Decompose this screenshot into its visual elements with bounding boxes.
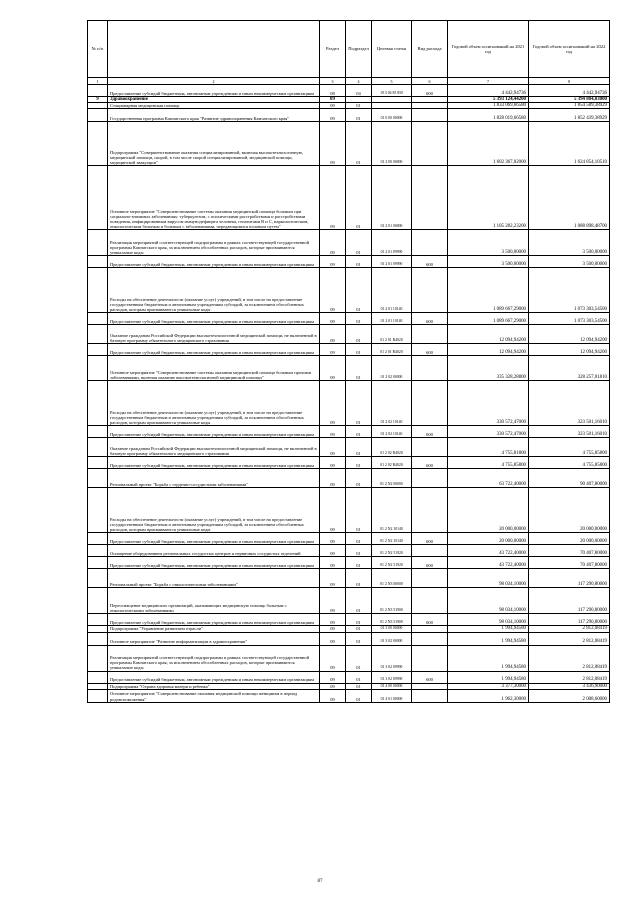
row-subsection-cell: 01 [346, 645, 372, 671]
row-expense-type-cell [412, 569, 448, 588]
row-subsection-cell: 01 [346, 325, 372, 344]
row-subsection-cell: 01 [346, 268, 372, 313]
row-number-cell [88, 689, 108, 702]
row-amount-2021-cell: 12 094,94200 [448, 344, 529, 356]
row-amount-2021-cell: 330 572,47000 [448, 426, 529, 438]
column-index-cell: 1 [88, 78, 108, 85]
row-name-cell: Предоставление субсидий бюджетным, автономным учреждениям и иным некоммерческим организациям [108, 614, 320, 626]
row-subsection-cell: 01 [346, 469, 372, 488]
table-row [88, 545, 610, 557]
row-section-cell: 09 [320, 689, 346, 702]
row-amount-2022-cell: 1 854 589,38929 [529, 103, 610, 109]
row-target-article-cell: 01 2 N2 51920 [372, 545, 412, 557]
row-amount-2022-cell: 4 755,85800 [529, 438, 610, 457]
row-amount-2021-cell: 98 034,10000 [448, 614, 529, 626]
row-number-cell [88, 426, 108, 438]
row-number-cell [88, 645, 108, 671]
row-expense-type-cell: 600 [412, 256, 448, 268]
row-subsection-cell: 01 [346, 689, 372, 702]
row-amount-2021-cell: 330 572,47000 [448, 381, 529, 426]
row-name-cell: Реализация мероприятий соответствующей подпрограммы в рамках соответствующей государственной программы Камчатского края, за исключением обособленных расходов, которые присваиваются уникальные коды [108, 230, 320, 256]
row-section-cell: 09 [320, 230, 346, 256]
row-amount-2021-cell: 1 602 367,02000 [448, 122, 529, 166]
row-number-cell [88, 533, 108, 545]
row-name-cell: Предоставление субсидий бюджетным, автономным учреждениям и иным некоммерческим организациям [108, 533, 320, 545]
table-row [88, 85, 610, 97]
row-target-article-cell: 01 2 00 00000 [372, 122, 412, 166]
row-subsection-cell: 01 [346, 109, 372, 122]
row-expense-type-cell [412, 325, 448, 344]
row-name-cell: Оказание гражданам Российской Федерации высокотехнологичной медицинской помощи, не включенной в базовую программу обязательного медицинского страхования [108, 438, 320, 457]
row-target-article-cell: 01 2 01 R4020 [372, 325, 412, 344]
row-target-article-cell: 01 2 N2 10140 [372, 488, 412, 533]
row-amount-2021-cell: 63 722,40000 [448, 469, 529, 488]
row-number-cell [88, 488, 108, 533]
column-index-cell: 2 [108, 78, 320, 85]
row-section-cell: 09 [320, 469, 346, 488]
row-amount-2022-cell: 2 812,08419 [529, 626, 610, 632]
row-section-cell: 09 [320, 109, 346, 122]
row-number-cell [88, 457, 108, 469]
row-amount-2022-cell: 70 407,80000 [529, 545, 610, 557]
row-amount-2022-cell: 12 094,94200 [529, 325, 610, 344]
table-row [88, 569, 610, 588]
row-subsection-cell: 01 [346, 356, 372, 381]
row-amount-2021-cell: 1 089 667,29000 [448, 313, 529, 325]
row-section-cell: 09 [320, 256, 346, 268]
row-expense-type-cell [412, 268, 448, 313]
row-target-article-cell: 01 3 02 09990 [372, 671, 412, 683]
row-name-cell: Основное мероприятие "Совершенствование системы оказания медицинской помощи больным прочими заболеваниями, включая оказание высокотехнологичной медицинской помощи" [108, 356, 320, 381]
row-number-cell [88, 569, 108, 588]
row-name-cell: Здравоохранение [108, 97, 320, 103]
row-number-cell [88, 588, 108, 614]
row-amount-2022-cell: 323 501,16010 [529, 381, 610, 426]
row-amount-2021-cell: 12 094,94200 [448, 325, 529, 344]
col-name-header [108, 21, 320, 78]
row-section-cell: 09 [320, 103, 346, 109]
row-expense-type-cell: 600 [412, 457, 448, 469]
row-amount-2022-cell: 1 073 303,54500 [529, 268, 610, 313]
row-number-cell [88, 344, 108, 356]
row-expense-type-cell: 600 [412, 313, 448, 325]
page-number: 87 [317, 879, 323, 884]
table-row [88, 557, 610, 569]
table-row [88, 488, 610, 533]
row-target-article-cell: 01 2 N2 51920 [372, 557, 412, 569]
row-amount-2022-cell: 117 290,80000 [529, 588, 610, 614]
row-subsection-cell: 01 [346, 614, 372, 626]
row-amount-2021-cell: 1 994,94580 [448, 632, 529, 645]
row-number-cell [88, 85, 108, 97]
row-section-cell: 09 [320, 545, 346, 557]
row-target-article-cell: 01 2 N2 00000 [372, 469, 412, 488]
table-row [88, 256, 610, 268]
row-number-cell [88, 230, 108, 256]
row-number-cell [88, 109, 108, 122]
row-section-cell: 09 [320, 569, 346, 588]
row-expense-type-cell [412, 545, 448, 557]
row-section-cell: 09 [320, 268, 346, 313]
row-target-article-cell: 01 2 01 10140 [372, 268, 412, 313]
row-subsection-cell: 01 [346, 313, 372, 325]
row-amount-2022-cell: 1 852 439,38929 [529, 109, 610, 122]
row-amount-2022-cell: 12 094,94200 [529, 344, 610, 356]
row-section-cell: 09 [320, 344, 346, 356]
row-amount-2021-cell: 1 994,94580 [448, 671, 529, 683]
row-amount-2022-cell: 20 000,00000 [529, 533, 610, 545]
row-number-cell [88, 632, 108, 645]
row-subsection-cell: 01 [346, 569, 372, 588]
row-amount-2022-cell: 117 290,80000 [529, 614, 610, 626]
row-target-article-cell: 19 3 04 85 850 [372, 85, 412, 97]
row-section-cell: 09 [320, 381, 346, 426]
row-amount-2022-cell: 70 407,80000 [529, 557, 610, 569]
row-subsection-cell: 01 [346, 426, 372, 438]
row-amount-2021-cell: 335 328,28800 [448, 356, 529, 381]
row-expense-type-cell [412, 438, 448, 457]
row-expense-type-cell [412, 689, 448, 702]
row-number-cell [88, 325, 108, 344]
col-subsection-header: Подраздел [346, 21, 372, 78]
row-number-cell [88, 438, 108, 457]
row-amount-2022-cell: 117 290,80000 [529, 569, 610, 588]
table-row [88, 381, 610, 426]
row-section-cell: 09 [320, 313, 346, 325]
table-row [88, 632, 610, 645]
row-amount-2022-cell: 2 812,08419 [529, 645, 610, 671]
row-target-article-cell: 01 4 01 00000 [372, 689, 412, 702]
row-subsection-cell: 04 [346, 85, 372, 97]
row-name-cell: Предоставление субсидий бюджетным, автономным учреждениям и иным некоммерческим организациям [108, 313, 320, 325]
row-amount-2022-cell: 2 812,08419 [529, 632, 610, 645]
row-subsection-cell: 01 [346, 626, 372, 632]
row-name-cell: Основное мероприятие "Совершенствование системы оказания медицинской помощи больным при социально-значимых заболеваниях: туберкулезом, с психическими расстройствами и расстройствами поведения, инфицированным вирусом иммунодефицита человека, гепатитами В и С, наркологическим, онкологическим больным и больным с заболеваниями, передающимися половым путем" [108, 166, 320, 230]
row-expense-type-cell: 600 [412, 557, 448, 569]
col-expense-type-header: Вид расхода [412, 21, 448, 78]
row-target-article-cell: 01 2 N2 10140 [372, 533, 412, 545]
row-amount-2021-cell: 4 755,85800 [448, 457, 529, 469]
table-row [88, 614, 610, 626]
table-row [88, 689, 610, 702]
row-amount-2022-cell: 328 257,01810 [529, 356, 610, 381]
row-number-cell [88, 469, 108, 488]
row-name-cell: Расходы на обеспечение деятельности (оказание услуг) учреждений, в том числе на предоставление государственным бюджетным и автономным учреждениям субсидий, за исключением обособленных расходов, которым присваиваются уникальные коды [108, 488, 320, 533]
table-row [88, 588, 610, 614]
row-section-cell: 09 [320, 438, 346, 457]
row-section-cell: 09 [320, 557, 346, 569]
row-target-article-cell: 01 0 00 00000 [372, 109, 412, 122]
row-section-cell: 09 [320, 122, 346, 166]
row-expense-type-cell [412, 588, 448, 614]
row-amount-2021-cell: 1 828 019,66580 [448, 109, 529, 122]
row-subsection-cell: 01 [346, 557, 372, 569]
row-amount-2021-cell: 98 034,10000 [448, 569, 529, 588]
row-expense-type-cell [412, 381, 448, 426]
row-section-cell: 09 [320, 488, 346, 533]
row-amount-2021-cell: 1 089 667,29000 [448, 268, 529, 313]
row-amount-2021-cell: 43 722,40000 [448, 545, 529, 557]
row-subsection-cell: 01 [346, 632, 372, 645]
row-amount-2022-cell: 3 500,00000 [529, 256, 610, 268]
row-number-cell [88, 545, 108, 557]
table-row [88, 671, 610, 683]
table-row [88, 457, 610, 469]
row-name-cell: Оснащение оборудованием региональных сосудистых центров и первичных сосудистых отделений [108, 545, 320, 557]
row-amount-2021-cell: 1 833 069,66580 [448, 103, 529, 109]
row-subsection-cell: 01 [346, 438, 372, 457]
row-expense-type-cell [412, 122, 448, 166]
row-section-cell: 09 [320, 626, 346, 632]
table-row [88, 533, 610, 545]
row-section-cell: 09 [320, 533, 346, 545]
row-amount-2021-cell: 1 105 282,23200 [448, 166, 529, 230]
row-name-cell: Предоставление субсидий бюджетным, автономным учреждениям и иным некоммерческим организациям [108, 85, 320, 97]
row-section-cell: 09 [320, 426, 346, 438]
row-target-article-cell: 01 2 02 00000 [372, 356, 412, 381]
row-expense-type-cell: 600 [412, 426, 448, 438]
row-expense-type-cell [412, 632, 448, 645]
column-index-row [88, 78, 610, 85]
row-amount-2022-cell: 2 812,08419 [529, 671, 610, 683]
row-section-cell: 09 [320, 614, 346, 626]
row-name-cell: Расходы на обеспечение деятельности (оказание услуг) учреждений, в том числе на предоставление государственным бюджетным и автономным учреждениям субсидий, за исключением обособленных расходов, которым присваиваются уникальные коды [108, 268, 320, 313]
row-amount-2022-cell: 1 073 303,54500 [529, 313, 610, 325]
row-subsection-cell: 01 [346, 381, 372, 426]
row-amount-2021-cell: 4 755,81800 [448, 438, 529, 457]
row-subsection-cell: 01 [346, 457, 372, 469]
row-name-cell: Предоставление субсидий бюджетным, автономным учреждениям и иным некоммерческим организациям [108, 426, 320, 438]
row-section-cell: 09 [320, 325, 346, 344]
row-subsection-cell: 01 [346, 230, 372, 256]
row-amount-2022-cell: 1 088 898,48700 [529, 166, 610, 230]
row-section-cell: 09 [320, 632, 346, 645]
row-number-cell: 9 [88, 97, 108, 103]
row-section-cell: 09 [320, 97, 346, 103]
column-index-cell: 7 [448, 78, 529, 85]
col-section-header: Раздел [320, 21, 346, 78]
row-expense-type-cell: 600 [412, 671, 448, 683]
budget-document [87, 20, 609, 703]
row-target-article-cell: 01 2 02 R4020 [372, 457, 412, 469]
row-section-cell: 09 [320, 166, 346, 230]
row-subsection-cell: 01 [346, 103, 372, 109]
row-name-cell: Предоставление субсидий бюджетным, автономным учреждениям и иным некоммерческим организациям [108, 344, 320, 356]
table-row [88, 230, 610, 256]
row-section-cell: 09 [320, 356, 346, 381]
row-amount-2022-cell: 3 500,00000 [529, 230, 610, 256]
row-name-cell: Переоснащение медицинских организаций, оказывающих медицинскую помощь больным с онкологическими заболеваниями [108, 588, 320, 614]
table-row [88, 122, 610, 166]
row-number-cell [88, 268, 108, 313]
col-2021-header: Годовой объем ассигнований на 2021 год [448, 21, 529, 78]
row-target-article-cell: 01 2 N3 00000 [372, 569, 412, 588]
row-amount-2021-cell: 1 994,94580 [448, 626, 529, 632]
row-name-cell: Основное мероприятие "Развитие информатизации в здравоохранении" [108, 632, 320, 645]
row-name-cell: Расходы на обеспечение деятельности (оказание услуг) учреждений, в том числе на предоставление государственным бюджетным и автономным учреждениям субсидий, за исключением обособленных расходов, которым присваиваются уникальные коды [108, 381, 320, 426]
row-amount-2022-cell: 4 442,94736 [529, 85, 610, 97]
row-target-article-cell: 01 2 N3 51900 [372, 588, 412, 614]
row-amount-2022-cell: 4 755,85800 [529, 457, 610, 469]
row-number-cell [88, 671, 108, 683]
row-amount-2021-cell: 3 377,30000 [448, 683, 529, 689]
row-subsection-cell: 01 [346, 588, 372, 614]
row-number-cell [88, 166, 108, 230]
row-subsection-cell: 01 [346, 122, 372, 166]
row-subsection-cell: 01 [346, 256, 372, 268]
row-target-article-cell: 01 2 01 00000 [372, 166, 412, 230]
row-subsection-cell: 01 [346, 344, 372, 356]
row-name-cell: Предоставление субсидий бюджетным, автономным учреждениям и иным некоммерческим организациям [108, 671, 320, 683]
col-target-article-header: Целевая статья [372, 21, 412, 78]
table-row [88, 356, 610, 381]
row-target-article-cell: 01 3 02 00000 [372, 632, 412, 645]
row-amount-2022-cell: 3 436,90000 [529, 683, 610, 689]
row-name-cell: Предоставление субсидий бюджетным, автономным учреждениям и иным некоммерческим организациям [108, 557, 320, 569]
row-target-article-cell: 01 2 01 R4020 [372, 344, 412, 356]
row-amount-2021-cell: 20 000,00000 [448, 533, 529, 545]
row-name-cell: Предоставление субсидий бюджетным, автономным учреждениям и иным некоммерческим организациям [108, 256, 320, 268]
row-expense-type-cell [412, 488, 448, 533]
row-amount-2021-cell: 43 722,40000 [448, 557, 529, 569]
row-amount-2021-cell: 98 034,10000 [448, 588, 529, 614]
table-body [88, 85, 610, 703]
table-row [88, 325, 610, 344]
column-index-cell: 6 [412, 78, 448, 85]
row-target-article-cell: 01 3 02 09990 [372, 645, 412, 671]
row-target-article-cell: 01 3 00 00000 [372, 626, 412, 632]
row-section-cell: 09 [320, 683, 346, 689]
row-name-cell: Оказание гражданам Российской Федерации высокотехнологичной медицинской помощи, не включенной в базовую программу обязательного медицинского страхования [108, 325, 320, 344]
row-name-cell: Региональный проект "Борьба с сердечно-сосудистыми заболеваниями" [108, 469, 320, 488]
row-amount-2022-cell: 2 008,60000 [529, 689, 610, 702]
row-number-cell [88, 122, 108, 166]
row-section-cell: 09 [320, 588, 346, 614]
row-amount-2022-cell: 323 501,16010 [529, 426, 610, 438]
row-subsection-cell: 01 [346, 545, 372, 557]
row-target-article-cell: 01 2 01 10140 [372, 313, 412, 325]
row-expense-type-cell: 600 [412, 533, 448, 545]
row-subsection-cell: 01 [346, 533, 372, 545]
row-amount-2022-cell: 20 000,00000 [529, 488, 610, 533]
row-amount-2021-cell: 1 962,30000 [448, 689, 529, 702]
row-name-cell: Подпрограмма "Совершенствование оказания специализированной, включая высокотехнологичную, медицинской помощи, скорой, в том числе скорой специализированной, медицинской помощи, медицинской эвакуации" [108, 122, 320, 166]
row-section-cell: 09 [320, 457, 346, 469]
row-expense-type-cell: 600 [412, 344, 448, 356]
row-amount-2022-cell: 5 394 804,03000 [529, 97, 610, 103]
row-name-cell: Подпрограмма "Охрана здоровья матери и ребенка" [108, 683, 320, 689]
table-row [88, 268, 610, 313]
row-subsection-cell: 01 [346, 671, 372, 683]
row-expense-type-cell [412, 645, 448, 671]
row-expense-type-cell [412, 230, 448, 256]
table-row [88, 438, 610, 457]
row-expense-type-cell [412, 356, 448, 381]
row-number-cell [88, 557, 108, 569]
row-name-cell: Государственная программа Камчатского края "Развитие здравоохранения Камчатского края" [108, 109, 320, 122]
row-expense-type-cell [412, 469, 448, 488]
column-index-cell: 3 [320, 78, 346, 85]
row-subsection-cell: 01 [346, 683, 372, 689]
row-section-cell: 09 [320, 671, 346, 683]
column-index-cell: 4 [346, 78, 372, 85]
row-amount-2021-cell: 3 500,00000 [448, 256, 529, 268]
row-amount-2021-cell: 3 500,00000 [448, 230, 529, 256]
row-name-cell: Стационарная медицинская помощь [108, 103, 320, 109]
row-name-cell: Основное мероприятие "Совершенствование оказания медицинской помощи женщинам в период родовспоможения" [108, 689, 320, 702]
appropriations-table [87, 20, 610, 703]
row-amount-2021-cell: 5 393 124,44200 [448, 97, 529, 103]
row-section-cell: 08 [320, 85, 346, 97]
column-index-cell: 8 [529, 78, 610, 85]
table-row [88, 109, 610, 122]
row-expense-type-cell: 600 [412, 85, 448, 97]
row-subsection-cell: 01 [346, 166, 372, 230]
row-amount-2021-cell: 20 000,00000 [448, 488, 529, 533]
row-expense-type-cell [412, 109, 448, 122]
row-name-cell: Реализация мероприятий соответствующей подпрограммы в рамках соответствующей государственной программы Камчатского края, за исключением обособленных расходов, которые присваиваются уникальные коды [108, 645, 320, 671]
col-2022-header: Годовой объем ассигнований на 2022 год [529, 21, 610, 78]
row-amount-2022-cell: 90 407,80000 [529, 469, 610, 488]
row-name-cell: Подпрограмма "Управление развитием отрасли" [108, 626, 320, 632]
col-number-header: № п/п [88, 21, 108, 78]
row-subsection-cell: 01 [346, 488, 372, 533]
row-target-article-cell: 01 2 01 09990 [372, 230, 412, 256]
table-row [88, 645, 610, 671]
table-row [88, 344, 610, 356]
table-row [88, 469, 610, 488]
row-number-cell [88, 614, 108, 626]
row-number-cell [88, 381, 108, 426]
row-expense-type-cell [412, 166, 448, 230]
row-target-article-cell: 01 2 N3 51900 [372, 614, 412, 626]
row-number-cell [88, 313, 108, 325]
row-amount-2021-cell: 4 442,94736 [448, 85, 529, 97]
row-name-cell: Региональный проект "Борьба с онкологическими заболеваниями" [108, 569, 320, 588]
table-row [88, 426, 610, 438]
table-row [88, 313, 610, 325]
table-header-row [88, 21, 610, 78]
row-amount-2021-cell: 1 994,94580 [448, 645, 529, 671]
row-target-article-cell: 01 2 01 09990 [372, 256, 412, 268]
row-number-cell [88, 356, 108, 381]
row-target-article-cell: 01 2 02 10140 [372, 426, 412, 438]
row-amount-2022-cell: 1 624 854,10510 [529, 122, 610, 166]
column-index-cell: 5 [372, 78, 412, 85]
table-row [88, 166, 610, 230]
row-expense-type-cell: 600 [412, 614, 448, 626]
row-target-article-cell: 01 2 02 R4020 [372, 438, 412, 457]
row-target-article-cell: 01 4 00 00000 [372, 683, 412, 689]
row-section-cell: 09 [320, 645, 346, 671]
row-target-article-cell: 01 2 02 10140 [372, 381, 412, 426]
row-name-cell: Предоставление субсидий бюджетным, автономным учреждениям и иным некоммерческим организациям [108, 457, 320, 469]
row-number-cell [88, 256, 108, 268]
